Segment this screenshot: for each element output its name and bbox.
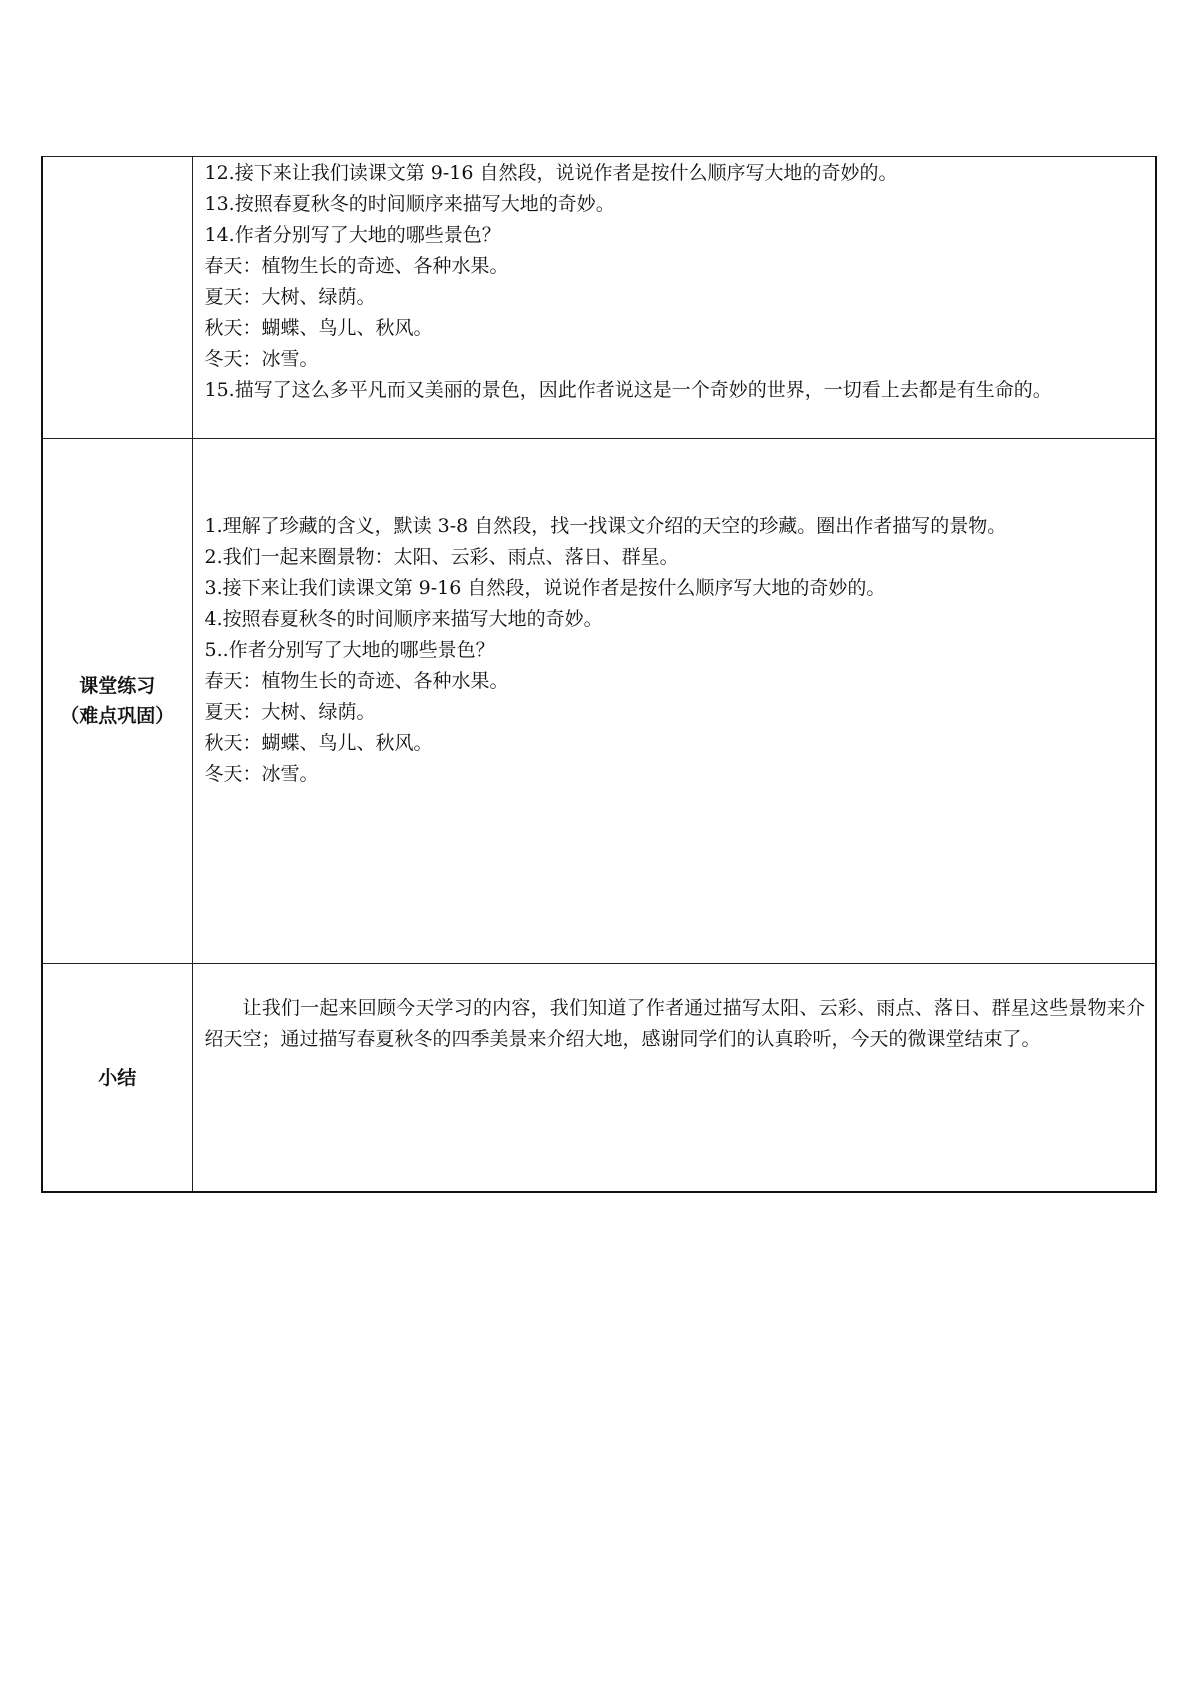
content-line: 秋天：蝴蝶、鸟儿、秋风。 — [204, 317, 433, 339]
row-label-empty — [42, 157, 192, 439]
content-line: 1.理解了珍藏的含义，默读 3-8 自然段，找一找课文介绍的天空的珍藏。圈出作者描写的景物。 — [204, 515, 1007, 537]
content-line: 2.我们一起来圈景物：太阳、云彩、雨点、落日、群星。 — [204, 546, 679, 568]
table-row-practice — [42, 439, 1156, 964]
practice-sublabel: （难点巩固） — [60, 705, 175, 727]
review-content-cell — [192, 157, 1156, 439]
content-line: 秋天：蝴蝶、鸟儿、秋风。 — [204, 732, 433, 754]
content-line: 14.作者分别写了大地的哪些景色？ — [204, 224, 501, 246]
content-line: 冬天：冰雪。 — [204, 348, 319, 370]
content-line: 夏天：大树、绿荫。 — [204, 286, 376, 308]
practice-label-cell — [42, 439, 192, 964]
content-line: 4.按照春夏秋冬的时间顺序来描写大地的奇妙。 — [204, 608, 603, 630]
summary-content-cell — [192, 964, 1156, 1193]
practice-label: 课堂练习 — [79, 675, 156, 697]
content-line: 春天：植物生长的奇迹、各种水果。 — [204, 255, 509, 277]
lesson-plan-table — [41, 156, 1157, 1193]
table-row-review — [42, 157, 1156, 439]
content-line: 13.按照春夏秋冬的时间顺序来描写大地的奇妙。 — [204, 193, 615, 215]
content-line: 春天：植物生长的奇迹、各种水果。 — [204, 670, 509, 692]
content-line: 冬天：冰雪。 — [204, 763, 319, 785]
summary-paragraph: 让我们一起来回顾今天学习的内容，我们知道了作者通过描写太阳、云彩、雨点、落日、群星这些景物来介绍天空；通过描写春夏秋冬的四季美景来介绍大地，感谢同学们的认真聆听，今天的微课堂结束了。 — [204, 997, 1145, 1050]
content-line: 夏天：大树、绿荫。 — [204, 701, 376, 723]
content-line: 15.描写了这么多平凡而又美丽的景色，因此作者说这是一个奇妙的世界，一切看上去都是有生命的。 — [204, 379, 1052, 401]
content-line: 12.接下来让我们读课文第 9-16 自然段，说说作者是按什么顺序写大地的奇妙的。 — [204, 162, 898, 184]
practice-content-cell — [192, 439, 1156, 964]
table-row-summary — [42, 964, 1156, 1193]
summary-label: 小结 — [42, 964, 192, 1193]
content-line: 5..作者分别写了大地的哪些景色？ — [204, 639, 495, 661]
content-line: 3.接下来让我们读课文第 9-16 自然段，说说作者是按什么顺序写大地的奇妙的。 — [204, 577, 886, 599]
